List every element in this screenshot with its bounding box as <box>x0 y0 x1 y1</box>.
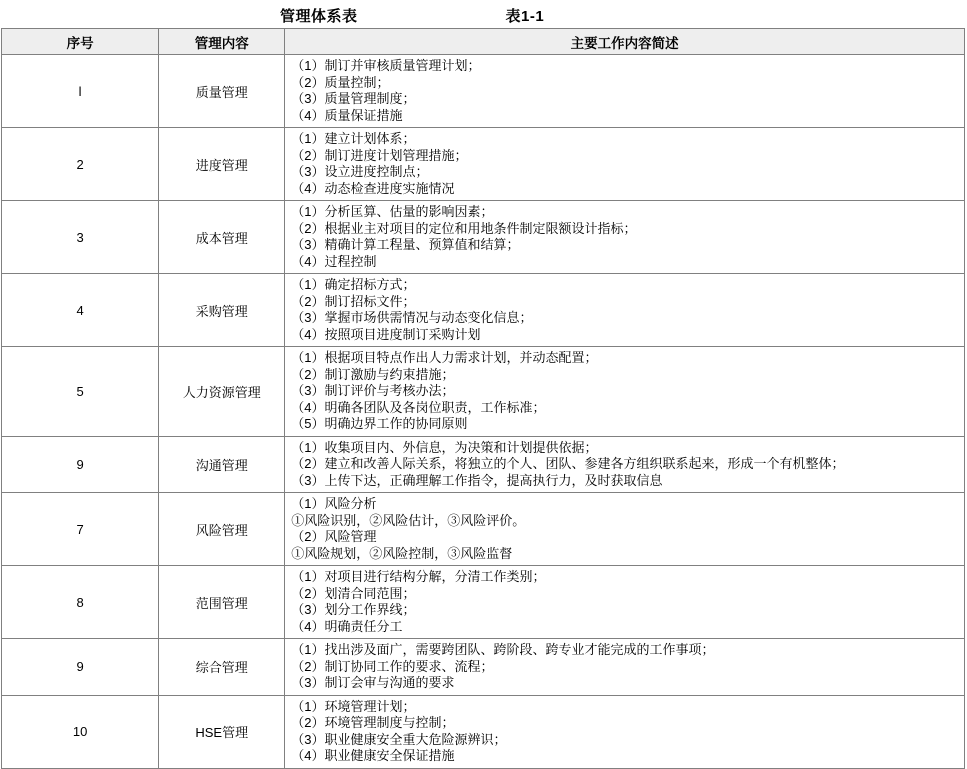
description-line: （1）风险分析 <box>291 496 377 511</box>
table-row <box>2 274 965 347</box>
description-line: （2）质量控制； <box>291 74 390 90</box>
table-row <box>2 128 965 201</box>
management-content: HSE管理 <box>159 695 285 768</box>
description-line: （3）划分工作界线； <box>291 602 416 617</box>
work-description <box>285 566 965 639</box>
table-row <box>2 201 965 274</box>
management-content: 综合管理 <box>159 639 285 696</box>
description-line: （4）动态检查进度实施情况 <box>291 180 455 196</box>
description-line: （2）制订激励与约束措施； <box>291 366 455 382</box>
table-row <box>2 436 965 493</box>
description-line: （2）制订招标文件； <box>291 293 416 309</box>
description-line: （1）制订并审核质量管理计划； <box>291 58 481 73</box>
description-line: （4）职业健康安全保证措施 <box>291 748 455 763</box>
description-line: （2）根据业主对项目的定位和用地条件制定限额设计指标； <box>291 220 637 236</box>
description-line: ①风险规划，②风险控制，③风险监督 <box>291 545 513 561</box>
description-line: （1）建立计划体系； <box>291 131 416 146</box>
table-header <box>2 29 965 55</box>
description-line: （5）明确边界工作的协同原则 <box>291 416 468 431</box>
description-line: （2）环境管理制度与控制； <box>291 715 455 730</box>
description-line: （4）按照项目进度制订采购计划 <box>291 326 481 342</box>
description-line: （1）分析匡算、估量的影响因素； <box>291 204 494 219</box>
table-body <box>2 55 965 769</box>
description-line: （4）过程控制 <box>291 253 377 269</box>
column-header-no: 序号 <box>2 29 159 55</box>
work-description <box>285 274 965 347</box>
row-number: 9 <box>2 639 159 696</box>
description-line: ①风险识别，②风险估计，③风险评价。 <box>291 512 526 528</box>
description-line: （3）制订评价与考核办法； <box>291 383 455 398</box>
description-line: （4）明确责任分工 <box>291 618 403 634</box>
description-line: （1）找出涉及面广，需要跨团队、跨阶段、跨专业才能完成的工作事项； <box>291 642 715 657</box>
row-number: 9 <box>2 436 159 493</box>
row-number: 2 <box>2 128 159 201</box>
description-line: （4）明确各团队及各岗位职责，工作标准； <box>291 399 546 415</box>
description-line: （1）确定招标方式； <box>291 277 416 292</box>
description-line: （2）制订进度计划管理措施； <box>291 147 468 163</box>
row-number: 10 <box>2 695 159 768</box>
management-content: 沟通管理 <box>159 436 285 493</box>
management-content: 采购管理 <box>159 274 285 347</box>
work-description <box>285 347 965 437</box>
column-header-desc: 主要工作内容简述 <box>285 29 965 55</box>
page-title: 管理体系表 <box>280 7 358 25</box>
description-line: （4）质量保证措施 <box>291 107 403 123</box>
description-line: （3）掌握市场供需情况与动态变化信息； <box>291 310 533 325</box>
work-description <box>285 639 965 696</box>
description-line: （1）收集项目内、外信息，为决策和计划提供依据； <box>291 439 598 455</box>
table-row <box>2 55 965 128</box>
row-number: 4 <box>2 274 159 347</box>
description-line: （3）上传下达，正确理解工作指令，提高执行力，及时获取信息 <box>291 472 663 488</box>
description-line: （3）制订会审与沟通的要求 <box>291 675 455 690</box>
column-header-content: 管理内容 <box>159 29 285 55</box>
management-content: 人力资源管理 <box>159 347 285 437</box>
table-row <box>2 695 965 768</box>
management-content: 进度管理 <box>159 128 285 201</box>
row-number: 7 <box>2 493 159 566</box>
management-system-table <box>1 28 965 769</box>
description-line: （2）制订协同工作的要求、流程； <box>291 658 494 674</box>
work-description <box>285 695 965 768</box>
work-description <box>285 201 965 274</box>
row-number: 5 <box>2 347 159 437</box>
description-line: （1）根据项目特点作出人力需求计划，并动态配置； <box>291 350 598 365</box>
table-row <box>2 566 965 639</box>
description-line: （2）划清合同范围； <box>291 585 416 601</box>
description-line: （1）对项目进行结构分解，分清工作类别； <box>291 569 546 584</box>
table-header-row <box>2 29 965 55</box>
description-line: （3）职业健康安全重大危险源辨识； <box>291 731 507 747</box>
table-row <box>2 347 965 437</box>
description-line: （3）设立进度控制点； <box>291 164 429 179</box>
description-line: （1）环境管理计划； <box>291 698 416 714</box>
document-header <box>0 0 967 28</box>
management-content: 范围管理 <box>159 566 285 639</box>
description-line: （2）建立和改善人际关系，将独立的个人、团队、参建各方组织联系起来，形成一个有机整体； <box>291 456 845 471</box>
table-row <box>2 639 965 696</box>
management-content: 风险管理 <box>159 493 285 566</box>
description-line: （2）风险管理 <box>291 529 377 544</box>
row-number: l <box>2 55 159 128</box>
work-description <box>285 493 965 566</box>
row-number: 8 <box>2 566 159 639</box>
row-number: 3 <box>2 201 159 274</box>
management-content: 质量管理 <box>159 55 285 128</box>
description-line: （3）精确计算工程量、预算值和结算； <box>291 237 520 252</box>
table-number: 表1-1 <box>505 7 545 25</box>
work-description <box>285 128 965 201</box>
management-content: 成本管理 <box>159 201 285 274</box>
work-description <box>285 436 965 493</box>
description-line: （3）质量管理制度； <box>291 91 416 106</box>
work-description <box>285 55 965 128</box>
table-row <box>2 493 965 566</box>
